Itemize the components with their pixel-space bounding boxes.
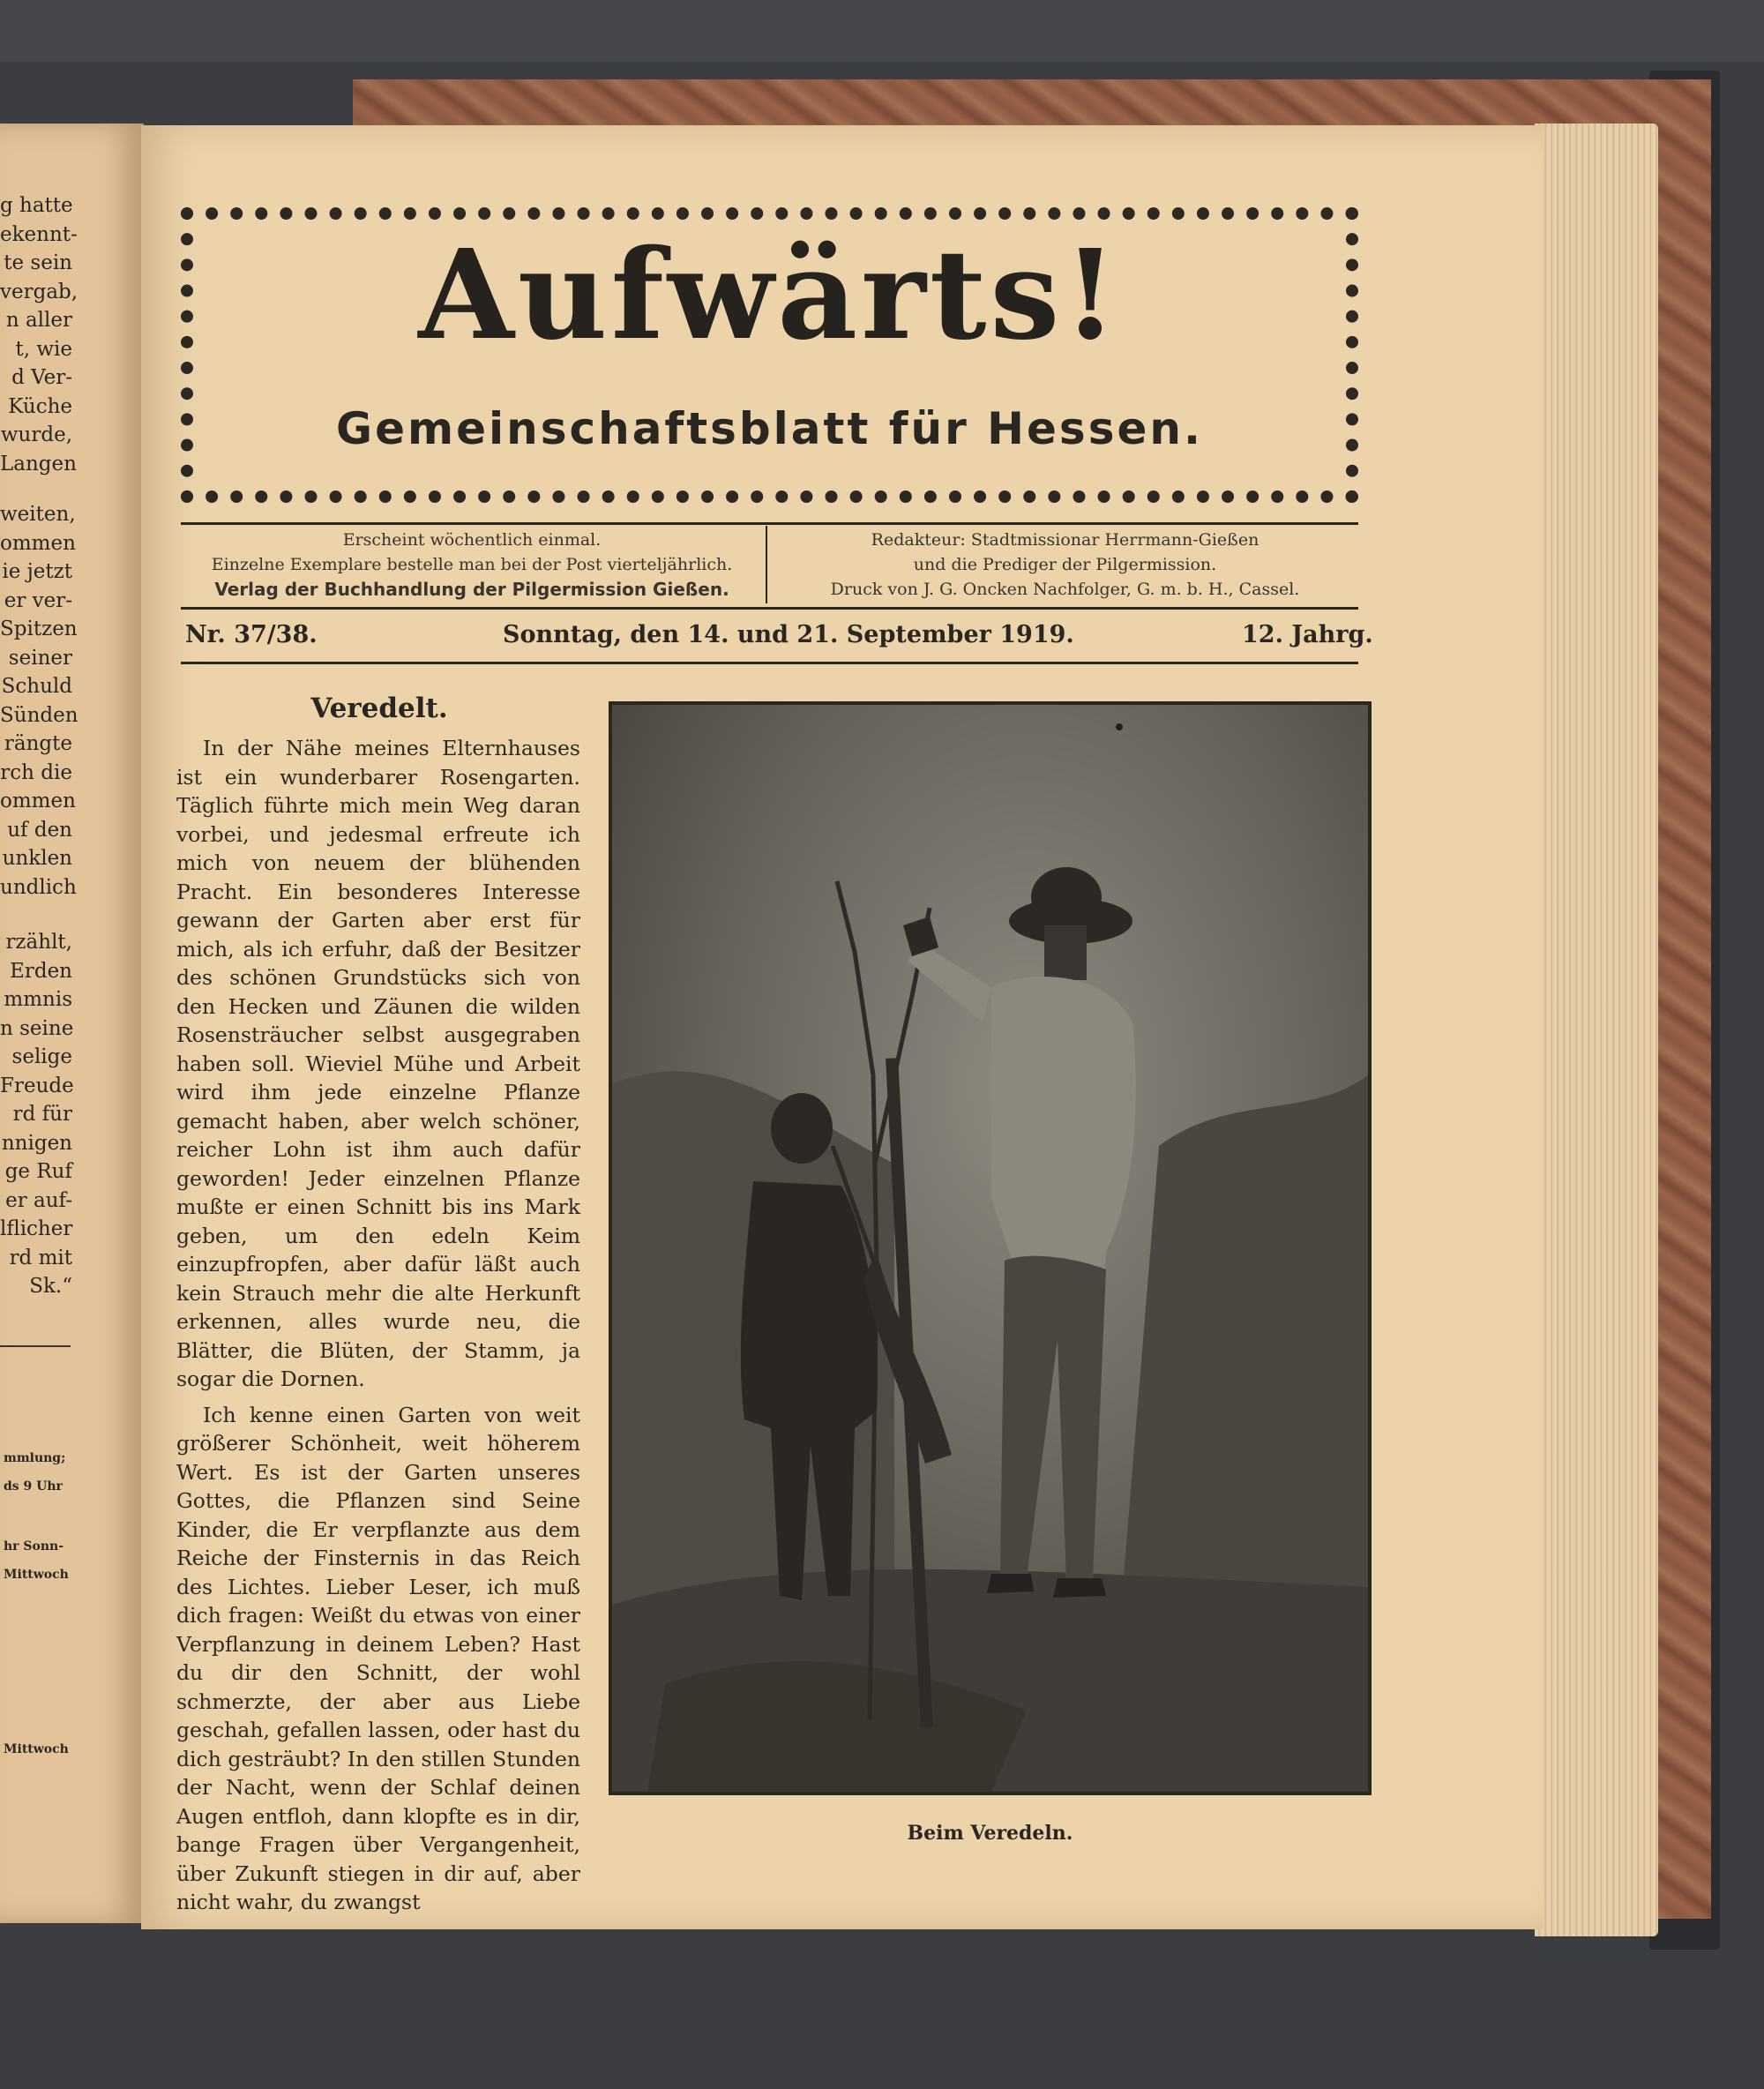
editor-continued: und die Prediger der Pilgermission. [913, 555, 1217, 574]
issue-date: Sonntag, den 14. und 21. September 1919. [503, 621, 1074, 648]
left-page-line: mmnis [4, 988, 72, 1011]
left-page-line: Spitzen [0, 618, 78, 640]
left-page-line: ommen [0, 790, 76, 812]
left-page-line: d Ver- [11, 366, 72, 389]
info-divider [766, 526, 767, 603]
article-paragraph: Ich kenne einen Garten von weit größerer Schönheit, weit höherem Wert. Es ist der Garten unseres Gottes, die Pflanzen sind Seine Kinder, die Er verpflanzte aus dem Reiche der Finsternis in das Reich des Lichtes. Lieber Leser, ich muß dich fragen: Weißt du etwas von einer Verpflanzung in deinem Leben? Hast du dir den Schnitt, der wohl schmerzte, der aber aus Liebe geschah, gefallen lassen, oder hast du dich gesträubt? In den stillen Stunden der Nacht, wenn der Schlaf deinen Augen entfloh, dann klopfte es in dir, bange Fragen über Vergangenheit, über Zukunft stiegen in dir auf, aber nicht wahr, du zwangst [176, 1402, 580, 1914]
left-page-line: t, wie [15, 337, 72, 361]
left-page-line: lflicher [0, 1217, 73, 1240]
printer: Druck von J. G. Oncken Nachfolger, G. m. b. H., Cassel. [830, 580, 1300, 599]
publisher: Verlag der Buchhandlung der Pilgermission Gießen. [214, 579, 729, 600]
left-page-line: vergab, [0, 280, 78, 303]
left-page-line: n seine [0, 1016, 74, 1040]
left-page-line: ie jetzt [2, 560, 72, 583]
editor: Redakteur: Stadtmissionar Herrmann-Gießen [871, 530, 1259, 550]
volume-year: 12. Jahrg. [1242, 621, 1373, 648]
masthead-subtitle: Gemeinschaftsblatt für Hessen. [336, 403, 1203, 454]
left-page-note: mmlung; [4, 1451, 66, 1465]
article-title: Veredelt. [310, 693, 448, 724]
left-page-line: ekennt- [0, 222, 78, 246]
left-page-line: Sünden [0, 703, 78, 727]
left-page-line: wurde, [0, 423, 72, 446]
left-page-line: ommen [0, 531, 76, 555]
left-page-line: nnigen [1, 1131, 72, 1155]
left-page [0, 124, 144, 1923]
left-page-line: er auf- [5, 1188, 72, 1212]
left-page-line: Erden [10, 959, 72, 983]
issue-number: Nr. 37/38. [185, 621, 318, 648]
left-page-line: ge Ruf [4, 1160, 72, 1183]
masthead-title: Aufwärts! [418, 223, 1121, 368]
left-page-line: n aller [5, 309, 72, 332]
left-page-note: Mittwoch [4, 1568, 69, 1582]
illustration-caption: Beim Veredeln. [907, 1822, 1073, 1845]
left-page-line: unklen [2, 847, 72, 870]
left-page-line: selige [11, 1045, 72, 1068]
left-page-note: ds 9 Uhr [4, 1479, 63, 1494]
left-page-line: rängte [4, 732, 72, 755]
left-page-line: rzählt, [5, 931, 72, 954]
left-page-line: g hatte [0, 194, 73, 217]
top-rule [181, 522, 1358, 525]
editor-info [772, 528, 1358, 602]
left-page-line: te sein [4, 251, 72, 274]
left-page-line: Sk.“ [29, 1275, 72, 1298]
left-page-line: undlich [0, 875, 77, 899]
left-page-line: Langen [0, 452, 77, 475]
illustration [609, 701, 1372, 1795]
left-page-note: hr Sonn- [4, 1539, 64, 1554]
page-edges [1535, 124, 1658, 1936]
publication-info [181, 528, 763, 602]
left-page-line: rd für [12, 1103, 72, 1126]
issue-rule [181, 662, 1358, 664]
issue-line [181, 618, 1376, 656]
publication-frequency: Erscheint wöchentlich einmal. [342, 530, 602, 550]
subscription-note: Einzelne Exemplare bestelle man bei der Post vierteljährlich. [211, 555, 733, 574]
left-page-line: seiner [8, 646, 72, 670]
left-page-line: rch die [0, 760, 72, 784]
masthead [181, 207, 1358, 503]
article-column [176, 734, 580, 1917]
left-page-line: uf den [7, 818, 72, 842]
left-page-line: Schuld [1, 675, 72, 698]
info-rule [181, 607, 1358, 610]
left-page-rule [0, 1345, 71, 1347]
left-page-note: Mittwoch [4, 1742, 69, 1756]
background-top [0, 0, 1764, 62]
left-page-line: rd mit [9, 1246, 72, 1269]
left-page-line: er ver- [4, 588, 72, 612]
left-page-line: Freude [0, 1074, 74, 1097]
article-paragraph: In der Nähe meines Elternhauses ist ein wunderbarer Rosengarten. Täglich führte mich mein Weg daran vorbei, und jedesmal erfreute ich mich von neuem der blühenden Pracht. Ein besonderes Interesse gewann der Garten aber erst für mich, als ich erfuhr, daß der Besitzer des schönen Grundstücks sich von den Hecken und Zäunen die wilden Rosensträucher selbst ausgegraben haben soll. Wieviel Mühe und Arbeit wird ihm jede einzelne Pflanze gemacht haben, aber welch schöner, reicher Lohn ist ihm auch dafür geworden! Jeder einzelnen Pflanze mußte er einen Schnitt bis ins Mark geben, um den edeln Keim einzupfropfen, aber dafür läßt auch kein Strauch mehr die alte Herkunft erkennen, alles wurde neu, die Blätter, die Blüten, der Stamm, ja sogar die Dornen. [176, 736, 580, 1391]
grafting-scene-image [612, 705, 1368, 1792]
left-page-line: weiten, [0, 503, 76, 526]
left-page-line: Küche [8, 394, 72, 418]
